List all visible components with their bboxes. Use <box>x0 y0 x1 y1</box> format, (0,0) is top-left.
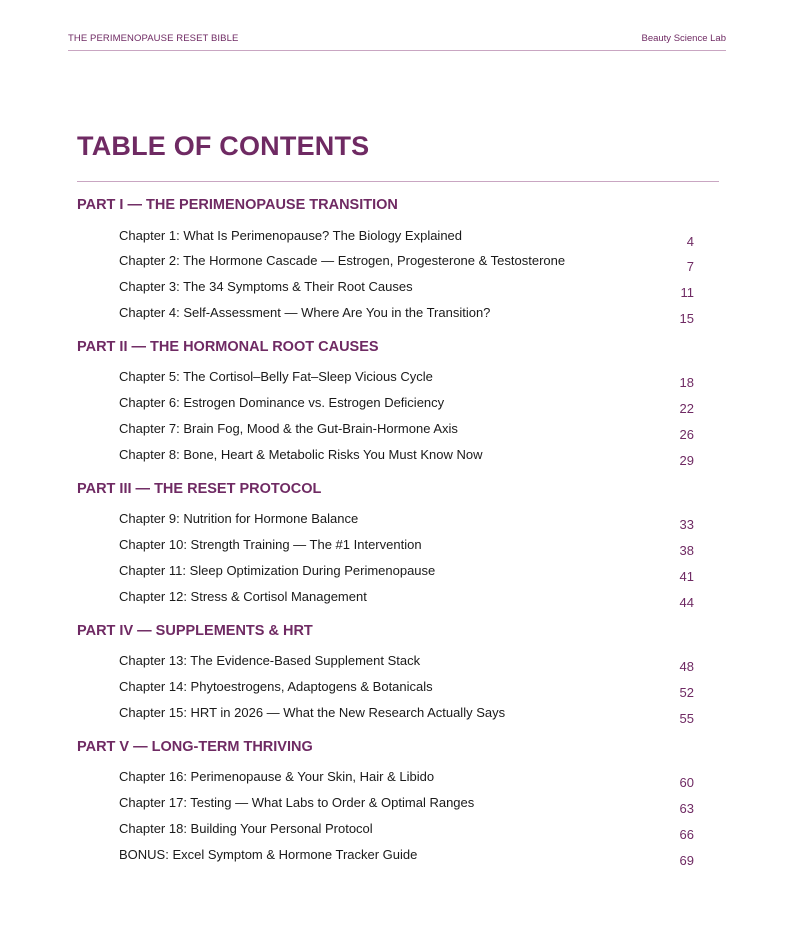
page-number: 7 <box>686 259 694 274</box>
chapter-title: Chapter 4: Self-Assessment — Where Are You in the Transition? <box>119 305 491 320</box>
toc-entry[interactable] <box>119 821 694 843</box>
page-number: 66 <box>679 827 694 842</box>
toc-entry[interactable] <box>119 679 694 701</box>
page-number: 33 <box>679 517 694 532</box>
page-number: 52 <box>679 685 694 700</box>
toc-entry[interactable] <box>119 653 694 675</box>
toc-entry[interactable] <box>119 511 694 533</box>
chapter-title: BONUS: Excel Symptom & Hormone Tracker Guide <box>119 847 418 862</box>
page-number: 48 <box>679 659 694 674</box>
toc-entry[interactable] <box>119 421 694 443</box>
toc-entry[interactable] <box>119 705 694 727</box>
chapter-title: Chapter 10: Strength Training — The #1 Intervention <box>119 537 422 552</box>
chapter-title: Chapter 8: Bone, Heart & Metabolic Risks You Must Know Now <box>119 447 483 462</box>
chapter-title: Chapter 2: The Hormone Cascade — Estrogen, Progesterone & Testosterone <box>119 253 566 268</box>
page-number: 11 <box>680 285 694 300</box>
part-heading: PART V — LONG-TERM THRIVING <box>77 739 313 755</box>
toc-entry[interactable] <box>119 228 694 250</box>
page-number: 4 <box>686 234 694 249</box>
page-number: 38 <box>679 543 694 558</box>
page-number: 18 <box>679 375 694 390</box>
chapter-title: Chapter 9: Nutrition for Hormone Balance <box>119 511 359 526</box>
toc-entry[interactable] <box>119 795 694 817</box>
toc-entry[interactable] <box>119 253 694 275</box>
toc-entry[interactable] <box>119 847 694 869</box>
chapter-title: Chapter 11: Sleep Optimization During Perimenopause <box>119 563 436 578</box>
running-header <box>68 33 726 51</box>
chapter-title: Chapter 17: Testing — What Labs to Order & Optimal Ranges <box>119 795 475 810</box>
chapter-title: Chapter 16: Perimenopause & Your Skin, Hair & Libido <box>119 769 435 784</box>
chapter-title: Chapter 6: Estrogen Dominance vs. Estrogen Deficiency <box>119 395 445 410</box>
toc-entry[interactable] <box>119 537 694 559</box>
title-divider <box>77 181 719 182</box>
page-number: 22 <box>679 401 694 416</box>
toc-entry[interactable] <box>119 279 694 301</box>
part-heading: PART III — THE RESET PROTOCOL <box>77 481 322 497</box>
chapter-title: Chapter 3: The 34 Symptoms & Their Root Causes <box>119 279 413 294</box>
toc-entry[interactable] <box>119 589 694 611</box>
toc-entry[interactable] <box>119 563 694 585</box>
toc-entry[interactable] <box>119 369 694 391</box>
toc-entry[interactable] <box>119 769 694 791</box>
page-number: 55 <box>679 711 694 726</box>
chapter-title: Chapter 1: What Is Perimenopause? The Biology Explained <box>119 228 463 243</box>
part-heading: PART I — THE PERIMENOPAUSE TRANSITION <box>77 197 398 213</box>
page-number: 63 <box>679 801 694 816</box>
toc-entry[interactable] <box>119 447 694 469</box>
page-number: 41 <box>679 569 694 584</box>
part-heading: PART IV — SUPPLEMENTS & HRT <box>77 623 313 639</box>
toc-title: TABLE OF CONTENTS <box>77 131 370 161</box>
page-number: 26 <box>679 427 694 442</box>
toc-entry[interactable] <box>119 395 694 417</box>
chapter-title: Chapter 13: The Evidence-Based Supplement Stack <box>119 653 421 668</box>
page-number: 29 <box>679 453 694 468</box>
chapter-title: Chapter 12: Stress & Cortisol Management <box>119 589 367 604</box>
chapter-title: Chapter 15: HRT in 2026 — What the New Research Actually Says <box>119 705 506 720</box>
chapter-title: Chapter 5: The Cortisol–Belly Fat–Sleep Vicious Cycle <box>119 369 433 384</box>
chapter-title: Chapter 14: Phytoestrogens, Adaptogens & Botanicals <box>119 679 433 694</box>
page-number: 15 <box>679 311 694 326</box>
page-number: 69 <box>679 853 694 868</box>
chapter-title: Chapter 7: Brain Fog, Mood & the Gut-Brain-Hormone Axis <box>119 421 458 436</box>
page-number: 44 <box>679 595 694 610</box>
book-title: THE PERIMENOPAUSE RESET BIBLE <box>68 33 239 44</box>
toc-entry[interactable] <box>119 305 694 327</box>
page-number: 60 <box>679 775 694 790</box>
chapter-title: Chapter 18: Building Your Personal Protocol <box>119 821 373 836</box>
publisher-name: Beauty Science Lab <box>641 33 726 44</box>
part-heading: PART II — THE HORMONAL ROOT CAUSES <box>77 339 379 355</box>
